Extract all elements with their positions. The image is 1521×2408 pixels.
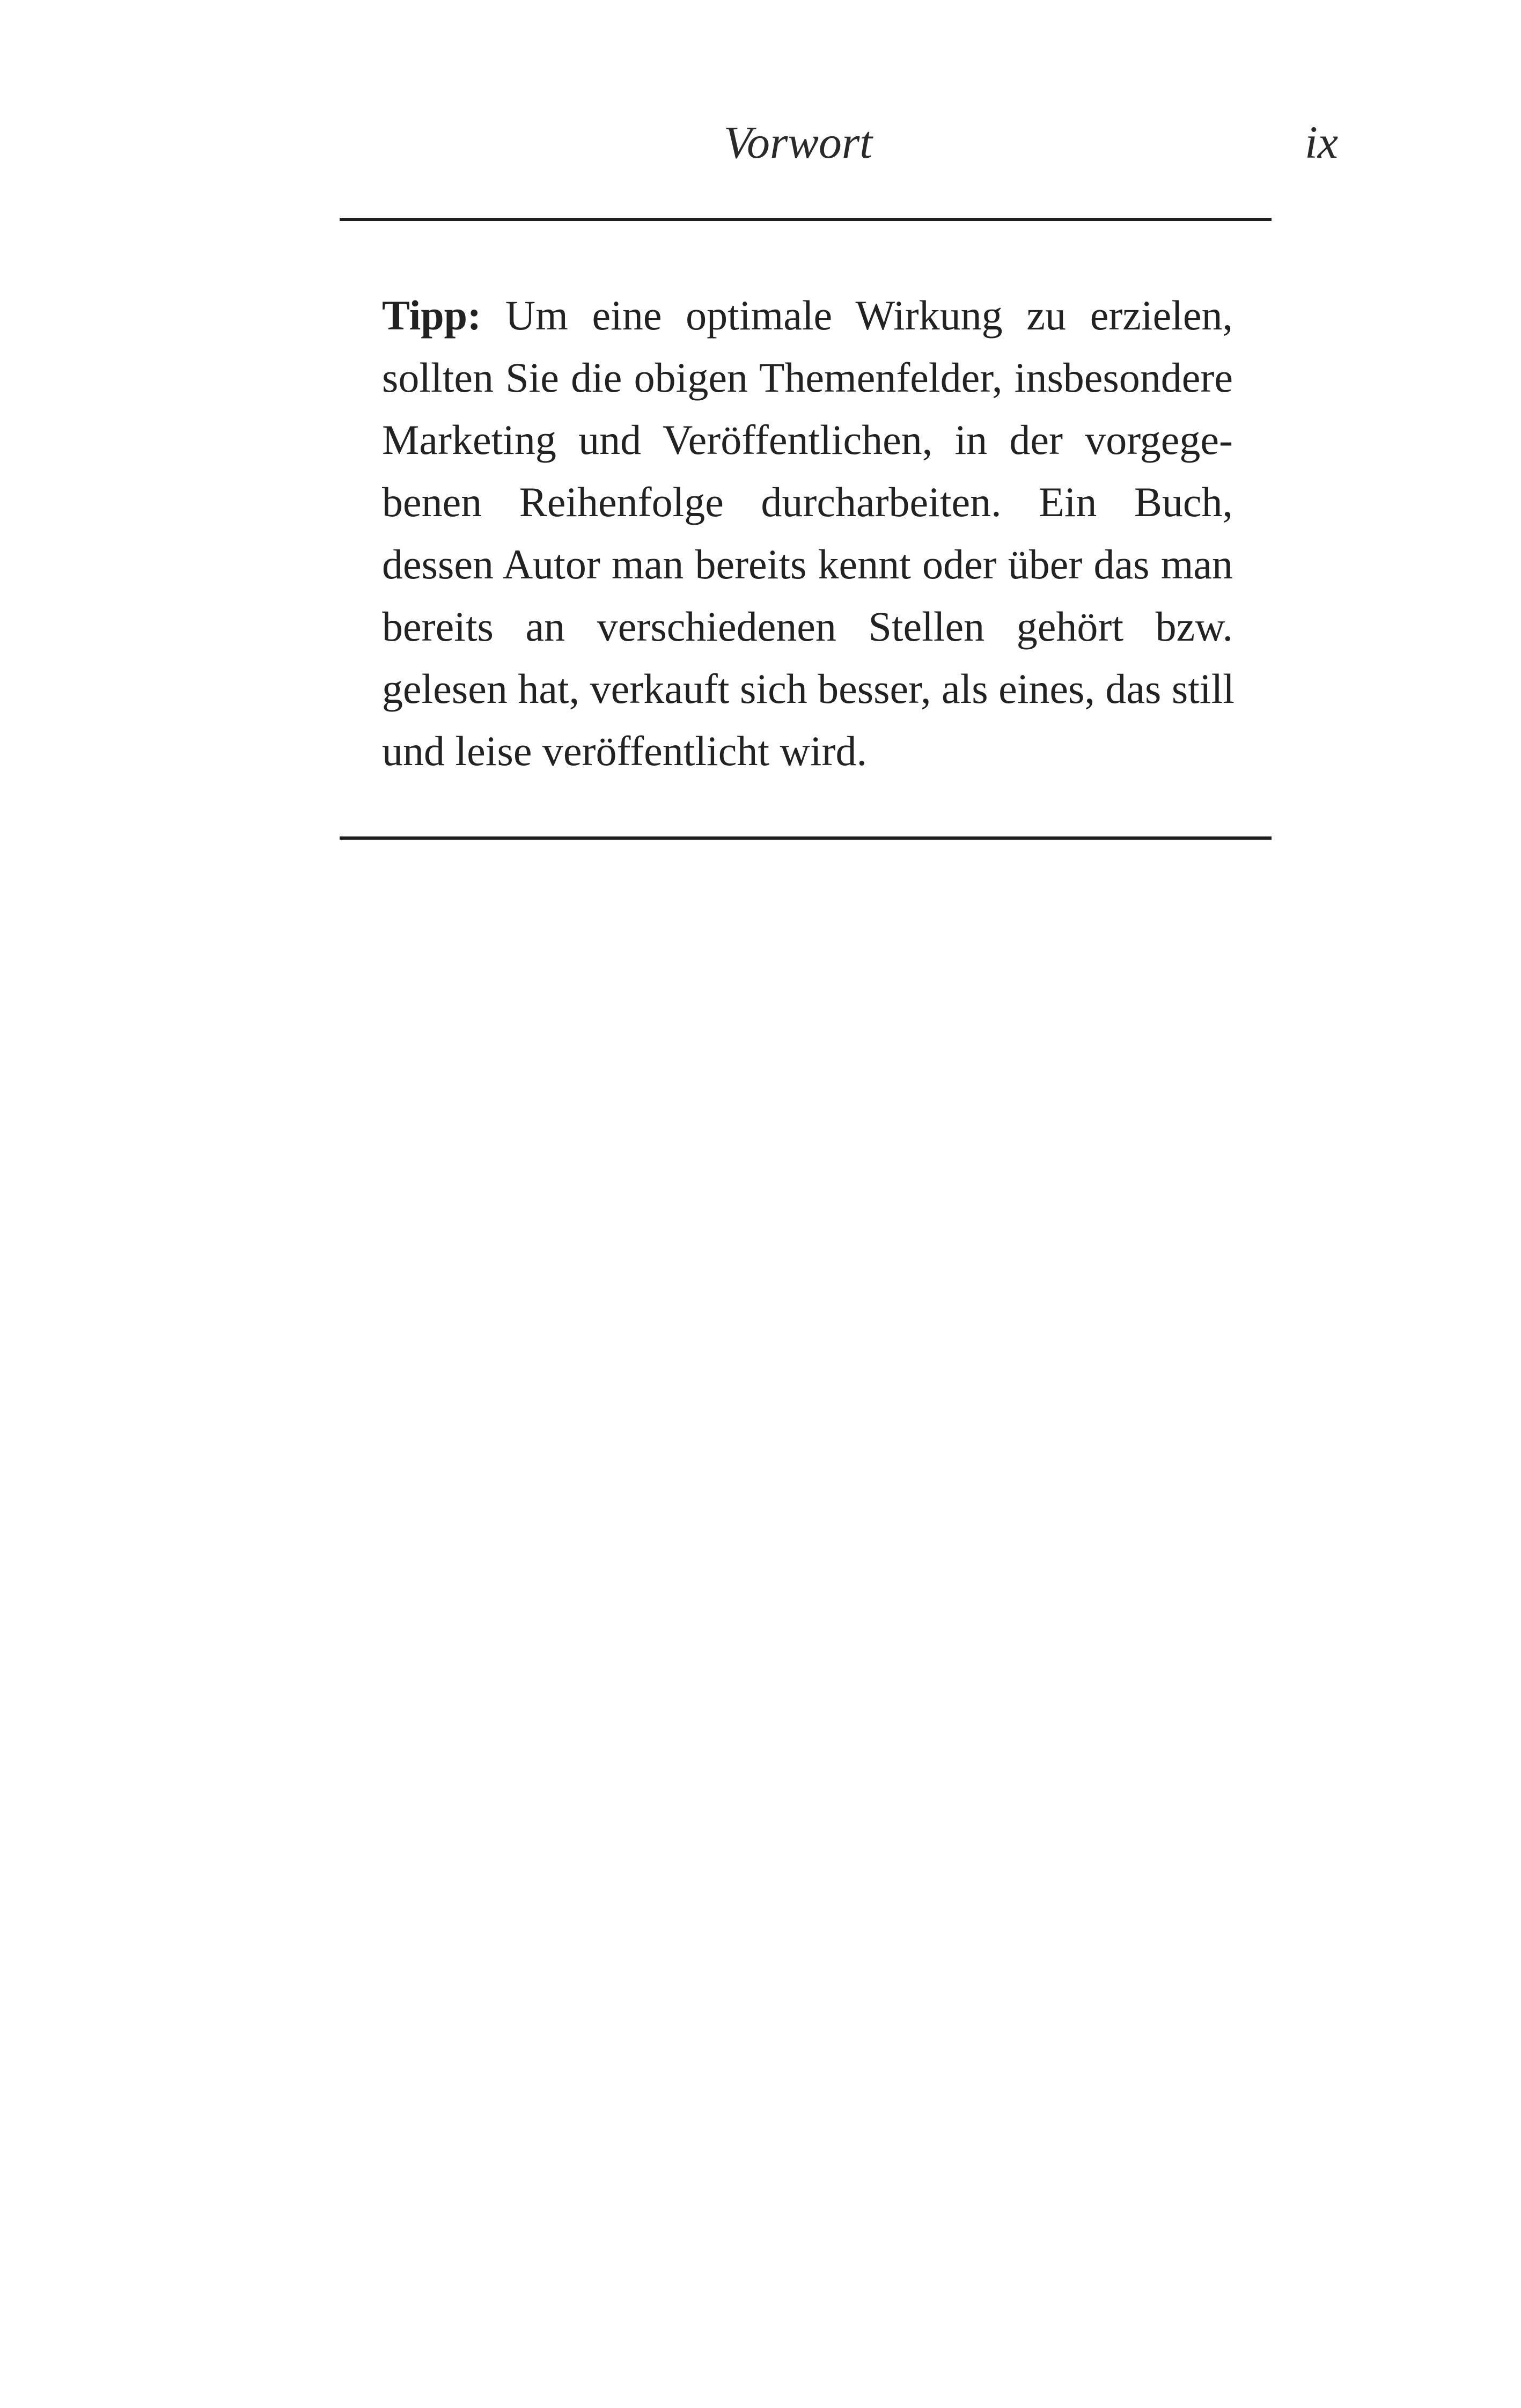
tip-label: Tipp: xyxy=(382,292,482,339)
tip-line: und leise veröffentlicht wird. xyxy=(382,728,867,774)
tip-line: Marketing und Veröffentlichen, in der vorgege- xyxy=(382,416,1233,463)
running-title: Vorwort xyxy=(724,116,873,168)
page-number: ix xyxy=(1305,116,1339,168)
bottom-divider xyxy=(340,836,1272,840)
tip-text: Um eine optimale Wirkung zu erzielen, xyxy=(505,292,1233,339)
tip-line: gelesen hat, verkauft sich besser, als eines, das still xyxy=(382,665,1235,712)
top-divider xyxy=(340,218,1272,221)
tip-line: dessen Autor man bereits kennt oder über das man xyxy=(382,541,1233,588)
tip-box xyxy=(382,284,1233,782)
tip-line: benen Reihenfolge durcharbeiten. Ein Buch, xyxy=(382,479,1233,525)
tip-line: bereits an verschiedenen Stellen gehört bzw. xyxy=(382,603,1233,650)
tip-line xyxy=(382,284,1233,347)
running-header xyxy=(0,110,1521,174)
tip-line: sollten Sie die obigen Themenfelder, insbesondere xyxy=(382,354,1233,401)
